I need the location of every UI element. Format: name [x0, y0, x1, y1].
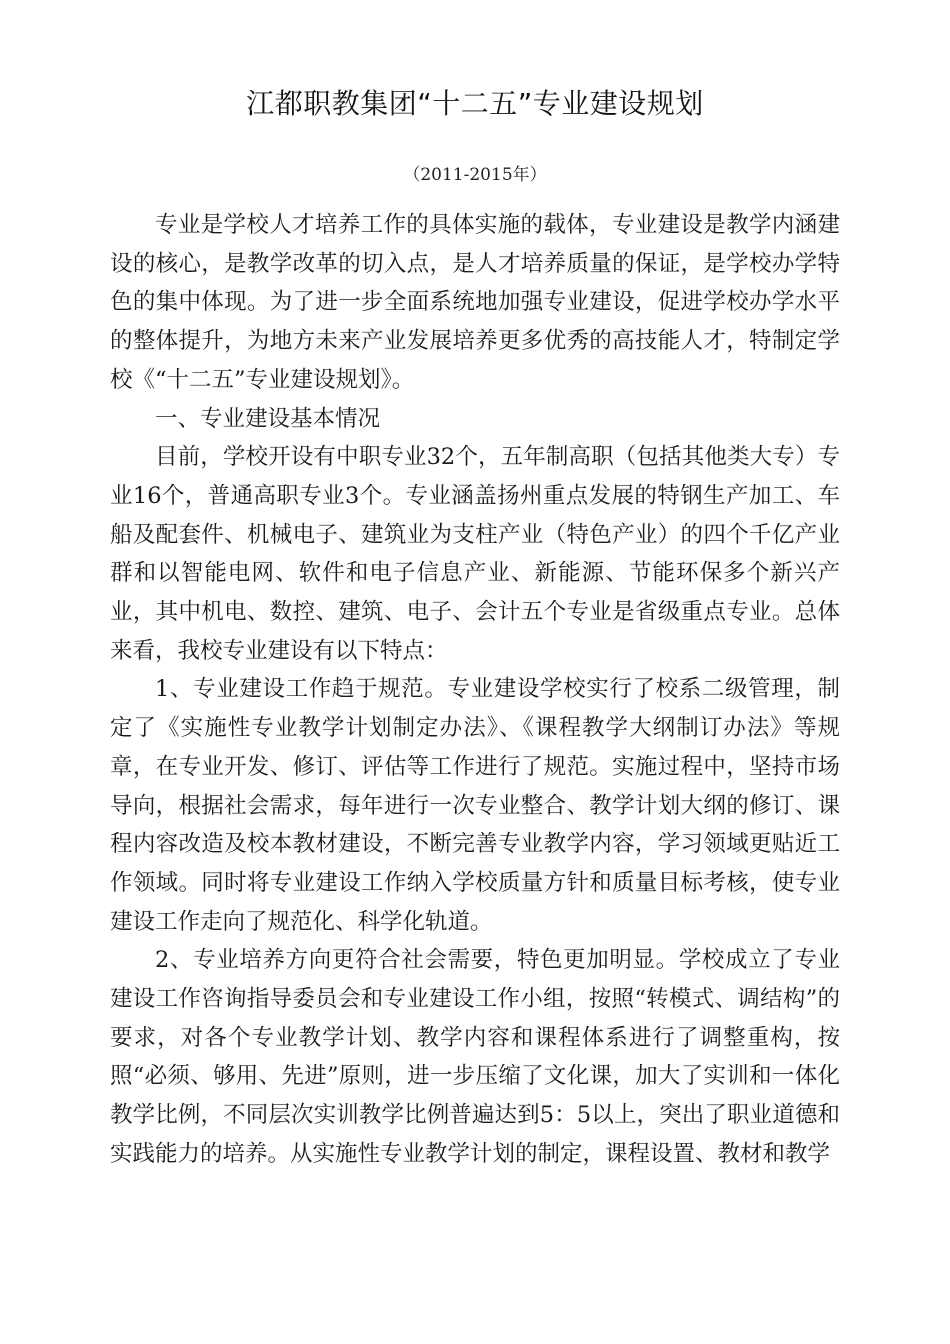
paragraph-overview: 目前，学校开设有中职专业32个，五年制高职（包括其他类大专）专业16个，普通高职专业3个。专业涵盖扬州重点发展的特钢生产加工、车船及配套件、机械电子、建筑业为支柱产业（特色产业）的四个千亿产业群和以智能电网、软件和电子信息产业、新能源、节能环保多个新兴产业，其中机电、数控、建筑、电子、会计五个专业是省级重点专业。总体来看，我校专业建设有以下特点： [110, 444, 840, 664]
document-body [110, 206, 840, 1174]
paragraph-point-1: 1、专业建设工作趋于规范。专业建设学校实行了校系二级管理，制定了《实施性专业教学计划制定办法》、《课程教学大纲制订办法》等规章，在专业开发、修订、评估等工作进行了规范。实施过程中，坚持市场导向，根据社会需求，每年进行一次专业整合、教学计划大纲的修订、课程内容改造及校本教材建设，不断完善专业教学内容，学习领域更贴近工作领域。同时将专业建设工作纳入学校质量方针和质量目标考核，使专业建设工作走向了规范化、科学化轨道。 [110, 676, 840, 935]
section-heading-1: 一、专业建设基本情况 [155, 405, 381, 432]
paragraph-intro: 专业是学校人才培养工作的具体实施的载体，专业建设是教学内涵建设的核心，是教学改革的切入点，是人才培养质量的保证，是学校办学特色的集中体现。为了进一步全面系统地加强专业建设，促进学校办学水平的整体提升，为地方未来产业发展培养更多优秀的高技能人才，特制定学校《“十二五”专业建设规划》。 [110, 212, 840, 393]
document-subtitle: （2011-2015年） [403, 165, 547, 185]
paragraph-point-2: 2、专业培养方向更符合社会需要，特色更加明显。学校成立了专业建设工作咨询指导委员会和专业建设工作小组，按照“转模式、调结构”的要求，对各个专业教学计划、教学内容和课程体系进行了调整重构，按照“必须、够用、先进”原则，进一步压缩了文化课，加大了实训和一体化教学比例，不同层次实训教学比例普遍达到5：5以上，突出了职业道德和实践能力的培养。从实施性专业教学计划的制定，课程设置、教材和教学 [110, 947, 840, 1167]
document-title: 江都职教集团“十二五”专业建设规划 [246, 87, 704, 120]
